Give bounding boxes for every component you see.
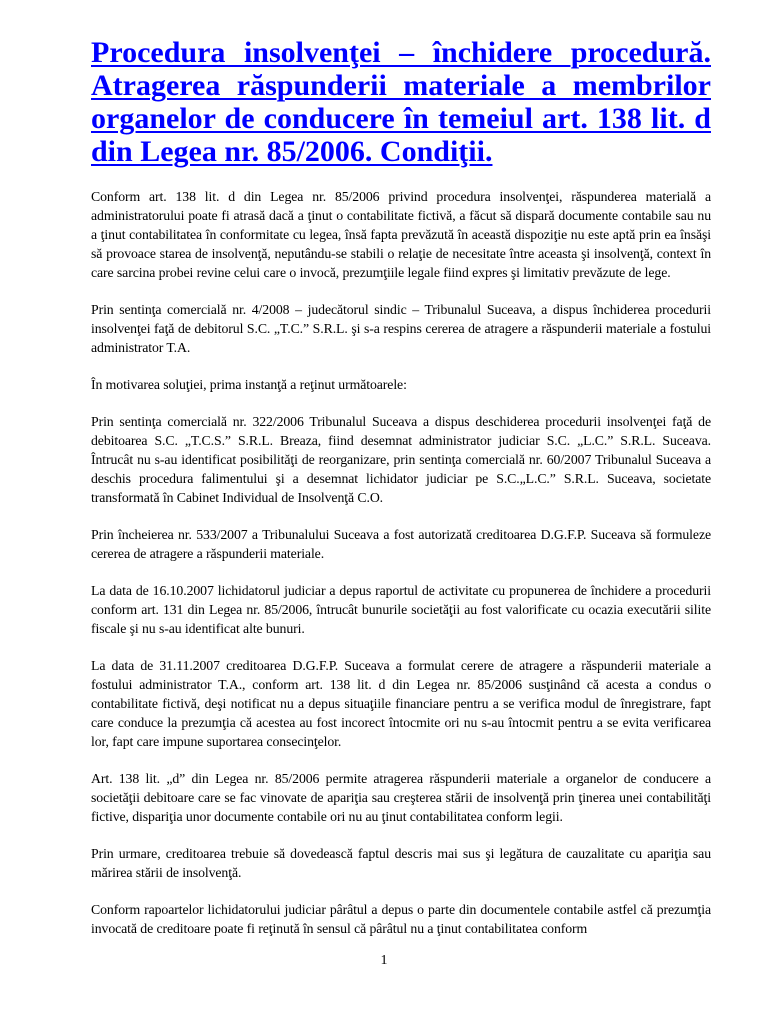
body-paragraph-4: Prin sentinţa comercială nr. 322/2006 Tribunalul Suceava a dispus deschiderea procedurii insolvenţei faţă de debitoarea S.C. „T.C.S.” S.R.L. Breaza, fiind desemnat administrator judiciar S.C. „L.C.” S.R.L. Suceava. Întrucât nu s-au identificat posibilităţi de reorganizare, prin sentinţa comercială nr. 60/2007 Tribunalul Suceava a deschis procedura falimentului şi a desemnat lichidator judiciar pe S.C.„L.C.” S.R.L. Suceava, societate transformată în Cabinet Individual de Insolvenţă C.O. (91, 414, 711, 505)
page-number: 1 (380, 953, 388, 968)
body-paragraph-10: Conform rapoartelor lichidatorului judiciar pârâtul a depus o parte din documentele contabile astfel că prezumţia invocată de creditoare poate fi reţinută în sensul că pârâtul nu a ţinut contabilitatea conform (91, 902, 711, 936)
document-page (91, 36, 711, 956)
body-paragraph-3: În motivarea soluţiei, prima instanţă a reţinut următoarele: (91, 377, 407, 392)
body-paragraph-5: Prin încheierea nr. 533/2007 a Tribunalului Suceava a fost autorizată creditoarea D.G.F.P. Suceava să formuleze cererea de atragere a răspunderii materiale. (91, 527, 711, 561)
body-paragraph-7: La data de 31.11.2007 creditoarea D.G.F.P. Suceava a formulat cerere de atragere a răspunderii materiale a fostului administrator T.A., conform art. 138 lit. d din Legea nr. 85/2006 susţinând că acesta a condus o contabilitate fictivă, deşi notificat nu a depus situaţiile financiare pentru a se verifica modul de înregistrare, fapt care conduce la prezumţia că acestea au fost incorect întocmite ori nu s-au întocmit pentru a se evita verificarea lor, fapt care impune suportarea consecinţelor. (91, 658, 711, 749)
document-title[interactable]: Procedura insolvenţei – închidere procedură. Atragerea răspunderii materiale a membrilor organelor de conducere în temeiul art. 138 lit. d din Legea nr. 85/2006. Condiţii. (91, 36, 711, 168)
body-paragraph-9: Prin urmare, creditoarea trebuie să dovedească faptul descris mai sus şi legătura de cauzalitate cu apariţia sau mărirea stării de insolvenţă. (91, 846, 711, 880)
body-paragraph-2: Prin sentinţa comercială nr. 4/2008 – judecătorul sindic – Tribunalul Suceava, a dispus închiderea procedurii insolvenţei faţă de debitorul S.C. „T.C.” S.R.L. şi s-a respins cererea de atragere a răspunderii materiale a fostului administrator T.A. (91, 302, 711, 355)
body-paragraph-1: Conform art. 138 lit. d din Legea nr. 85/2006 privind procedura insolvenţei, răspunderea materială a administratorului poate fi atrasă dacă a ţinut o contabilitate fictivă, a făcut să dispară documente contabile sau nu a ţinut contabilitatea în conformitate cu legea, însă fapta prevăzută în această dispoziţie nu este aptă prin ea însăşi să provoace starea de insolvenţă, neputându-se stabili o relaţie de necesitate între aceasta şi insolvenţă, context în care sarcina probei revine celui care o invocă, prezumţiile legale fiind expres şi limitativ prevăzute de lege. (91, 189, 711, 280)
body-paragraph-6: La data de 16.10.2007 lichidatorul judiciar a depus raportul de activitate cu propunerea de închidere a procedurii conform art. 131 din Legea nr. 85/2006, întrucât bunurile societăţii au fost valorificate cu ocazia executării silite fiscale şi nu s-au identificat alte bunuri. (91, 583, 711, 636)
body-paragraph-8: Art. 138 lit. „d” din Legea nr. 85/2006 permite atragerea răspunderii materiale a organelor de conducere a societăţii debitoare care se fac vinovate de apariţia sau creşterea stării de insolvenţă prin ţinerea unei contabilităţi fictive, dispariţia unor documente contabile ori nu au ţinut contabilitatea conform legii. (91, 771, 711, 824)
